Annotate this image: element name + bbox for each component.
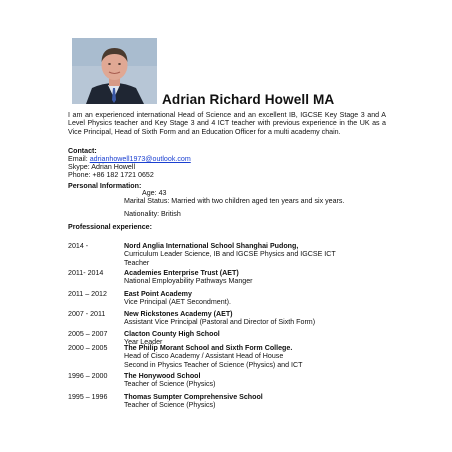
entry-role: Teacher of Science (Physics) [124, 380, 216, 389]
entry-details [124, 242, 394, 267]
entry-details [124, 344, 394, 369]
marital-row: Marital Status: Married with two children aged ten years and six years. [124, 197, 345, 205]
experience-heading: Professional experience: [68, 223, 152, 231]
entry-organization: Thomas Sumpter Comprehensive School [124, 393, 263, 401]
entry-role: Teacher [124, 258, 150, 267]
entry-organization: Nord Anglia International School Shanghai Pudong, [124, 242, 299, 250]
profile-photo [72, 38, 157, 104]
entry-date: 2011- 2014 [68, 269, 104, 277]
personal-heading: Personal Information: [68, 182, 142, 190]
entry-organization: Clacton County High School [124, 330, 220, 338]
entry-organization: Academies Enterprise Trust (AET) [124, 269, 239, 277]
entry-date: 2005 – 2007 [68, 330, 108, 338]
entry-details [124, 310, 394, 327]
nationality-row: Nationality: British [124, 210, 181, 218]
intro-paragraph: I am an experienced international Head of Science and an excellent IB, IGCSE Key Stage 3 and A Level Physics teacher and Key Stage 3 and 4 ICT teacher with previous experience in the UK as a Vice Principal, Head of Sixth Form and an Education Officer for a multi academy chain. [68, 111, 386, 136]
contact-heading: Contact: [68, 147, 97, 155]
skype-row: Skype: Adrian Howell [68, 163, 136, 171]
entry-role: Curriculum Leader Science, IB and IGCSE Physics and IGCSE ICT [124, 250, 336, 259]
entry-date: 2014 - [68, 242, 89, 250]
entry-role: Assistant Vice Principal (Pastoral and Director of Sixth Form) [124, 318, 316, 327]
entry-details [124, 393, 394, 410]
entry-role: Vice Principal (AET Secondment). [124, 298, 231, 307]
entry-role: Year Leader [124, 338, 163, 347]
candidate-name: Adrian Richard Howell MA [162, 92, 335, 107]
phone-row: Phone: +86 182 1721 0652 [68, 171, 154, 179]
entry-date: 1995 – 1996 [68, 393, 108, 401]
email-label: Email: [68, 155, 90, 163]
entry-date: 2011 – 2012 [68, 290, 107, 298]
entry-details [124, 290, 394, 307]
entry-role: Teacher of Science (Physics) [124, 401, 216, 410]
entry-organization: The Honywood School [124, 372, 201, 380]
email-link[interactable]: adrianhowell1973@outlook.com [89, 155, 191, 163]
entry-role: Head of Cisco Academy / Assistant Head of House [124, 352, 284, 361]
entry-organization: East Point Academy [124, 290, 192, 298]
entry-date: 1996 – 2000 [68, 372, 108, 380]
entry-role: Second in Physics Teacher of Science (Physics) and ICT [124, 360, 303, 369]
entry-details [124, 372, 394, 389]
entry-organization: The Philip Morant School and Sixth Form College. [124, 344, 293, 352]
entry-date: 2000 – 2005 [68, 344, 108, 352]
entry-role: National Employability Pathways Manger [124, 277, 253, 286]
entry-details [124, 269, 394, 286]
entry-organization: New Rickstones Academy (AET) [124, 310, 233, 318]
entry-date: 2007 - 2011 [68, 310, 106, 318]
age-row: Age: 43 [142, 189, 167, 197]
